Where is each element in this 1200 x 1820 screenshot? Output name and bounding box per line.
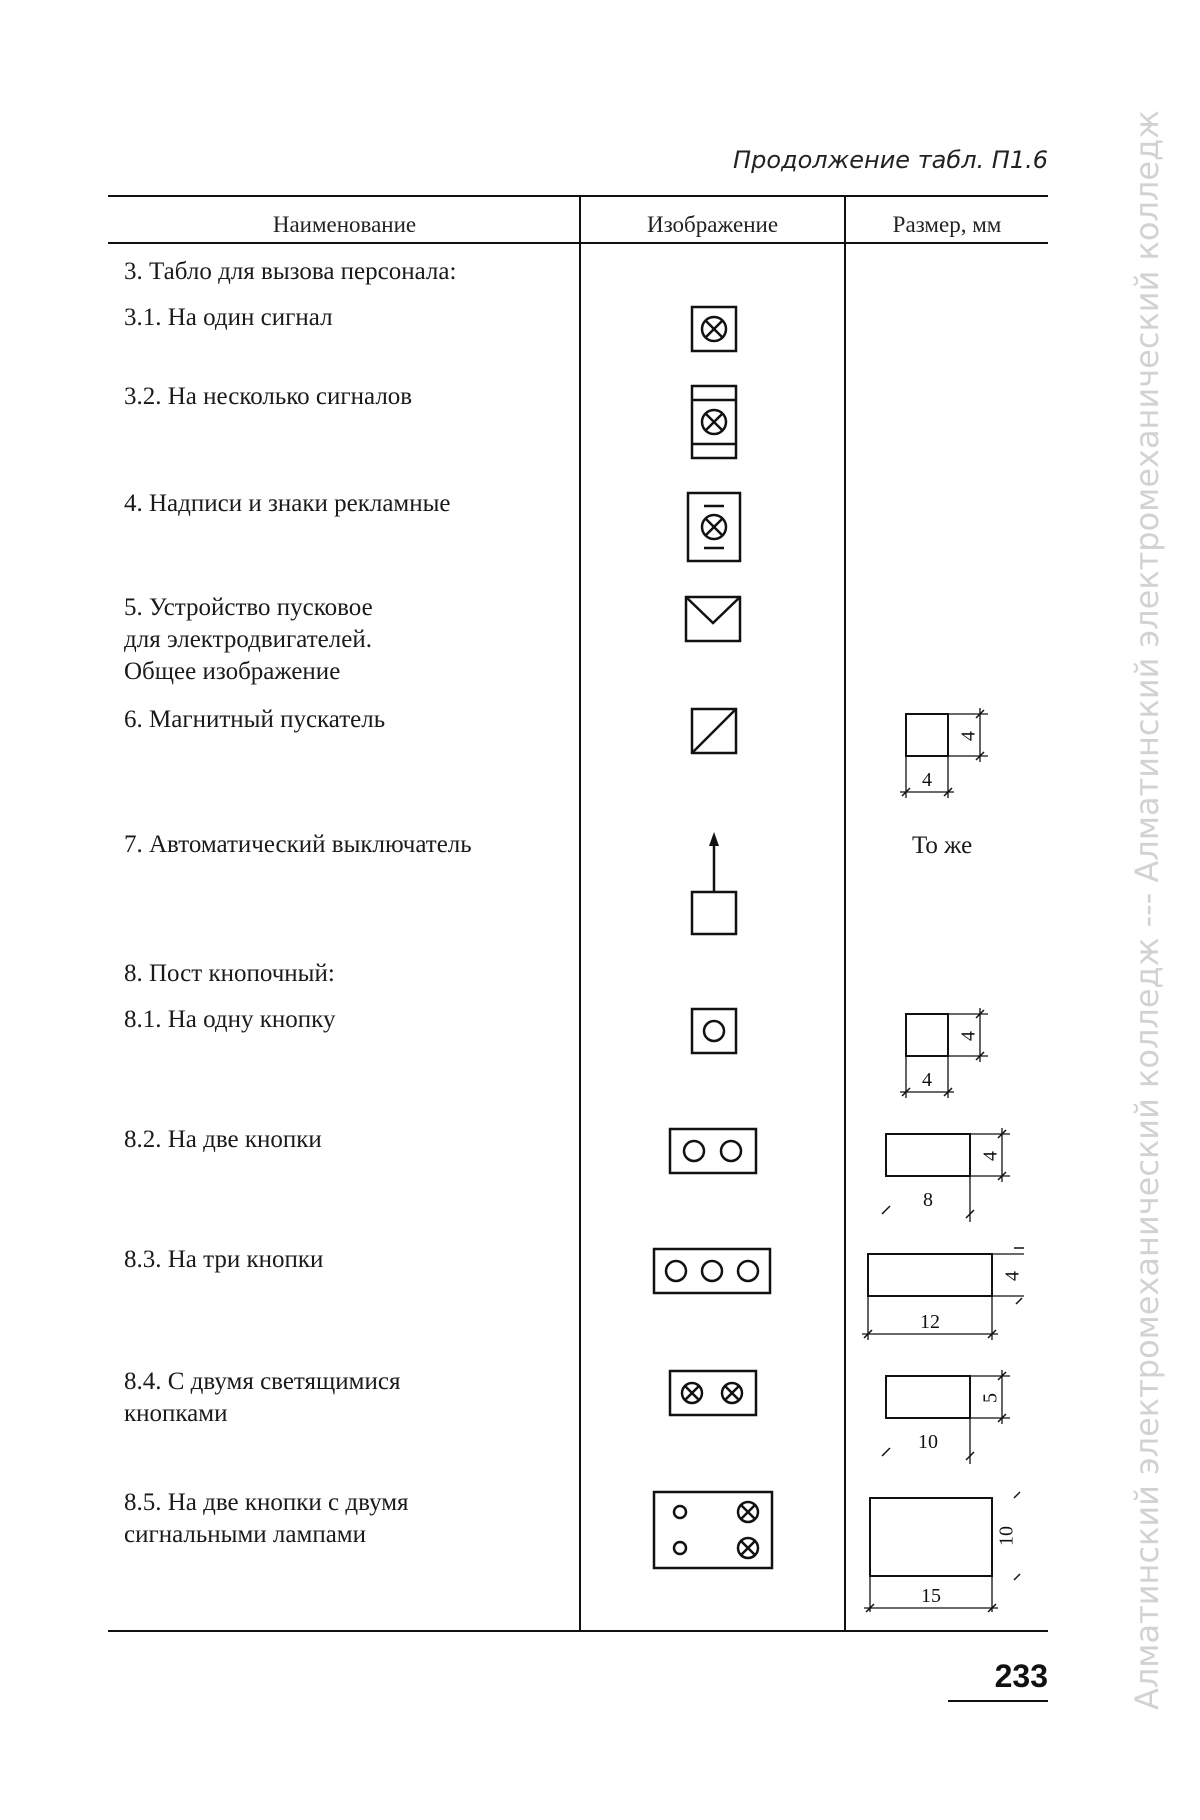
row-label-8-4-line-2: кнопками bbox=[124, 1400, 228, 1427]
table-top-rule bbox=[108, 195, 1048, 197]
dim-width-label: 4 bbox=[922, 769, 932, 791]
row-label-8-5 bbox=[124, 1487, 409, 1551]
row-label-8-2: 8.2. На две кнопки bbox=[124, 1126, 322, 1153]
row-label-8-4 bbox=[124, 1366, 400, 1430]
row-label-8: 8. Пост кнопочный: bbox=[124, 960, 335, 987]
arrow-box-icon bbox=[690, 832, 740, 936]
row-label-8-5-line-2: сигнальными лампами bbox=[124, 1521, 366, 1548]
header-bottom-rule bbox=[108, 242, 1048, 244]
size-drawing-magnetic-starter bbox=[896, 706, 1006, 808]
column-header-name: Наименование bbox=[272, 212, 417, 237]
row-label-7: 7. Автоматический выключатель bbox=[124, 831, 472, 858]
column-divider-1 bbox=[579, 195, 581, 1631]
size-drawing-two-buttons bbox=[876, 1126, 1026, 1230]
row-label-8-3: 8.3. На три кнопки bbox=[124, 1246, 324, 1273]
row-label-5-line-3: Общее изображение bbox=[124, 658, 341, 685]
row-label-5-line-1: 5. Устройство пусковое bbox=[124, 594, 373, 621]
row-label-3-2: 3.2. На несколько сигналов bbox=[124, 383, 413, 410]
one-button-box-icon bbox=[690, 1007, 740, 1055]
circle-x-box-icon bbox=[690, 305, 740, 355]
two-lit-button-box-icon bbox=[668, 1369, 760, 1419]
dim-width-label: 12 bbox=[920, 1311, 940, 1333]
dim-height-label: 5 bbox=[979, 1393, 1002, 1403]
size-drawing-one-button bbox=[896, 1006, 1006, 1108]
envelope-box-icon bbox=[684, 595, 744, 645]
row-label-8-1: 8.1. На одну кнопку bbox=[124, 1006, 336, 1033]
dim-width-label: 10 bbox=[918, 1431, 938, 1453]
three-button-box-icon bbox=[652, 1247, 774, 1297]
circle-x-banded-box-icon bbox=[690, 384, 740, 462]
column-header-image: Изображение bbox=[646, 212, 779, 237]
column-header-size: Размер, мм bbox=[892, 212, 1002, 237]
buttons-lamps-box-icon bbox=[652, 1490, 776, 1572]
dim-height-label: 4 bbox=[1001, 1271, 1024, 1281]
page-number-underline bbox=[948, 1700, 1048, 1702]
dim-height-label: 4 bbox=[957, 1031, 980, 1041]
row-label-8-4-line-1: 8.4. С двумя светящимися bbox=[124, 1368, 401, 1395]
table-bottom-rule bbox=[108, 1630, 1048, 1632]
row-label-3-1: 3.1. На один сигнал bbox=[124, 304, 333, 331]
row-label-6: 6. Магнитный пускатель bbox=[124, 706, 386, 733]
dim-width-label: 8 bbox=[923, 1189, 933, 1211]
circle-x-lined-box-icon bbox=[686, 491, 744, 565]
dim-height-label: 10 bbox=[995, 1526, 1018, 1546]
dim-height-label: 4 bbox=[979, 1151, 1002, 1161]
watermark-text: Алматинский электромеханический колледж --- Алматинский электромеханический колледж bbox=[1128, 109, 1166, 1711]
size-drawing-three-buttons bbox=[858, 1246, 1030, 1350]
size-drawing-two-lit-buttons bbox=[876, 1368, 1026, 1472]
diagonal-box-icon bbox=[690, 707, 740, 757]
dim-height-label: 4 bbox=[957, 731, 980, 741]
row-label-4: 4. Надписи и знаки рекламные bbox=[124, 490, 451, 517]
row-label-3: 3. Табло для вызова персонала: bbox=[124, 258, 457, 285]
two-button-box-icon bbox=[668, 1127, 760, 1177]
column-divider-2 bbox=[844, 195, 846, 1631]
page-number: 233 bbox=[994, 1658, 1048, 1694]
row-label-5 bbox=[124, 592, 373, 688]
size-drawing-buttons-lamps bbox=[858, 1488, 1030, 1618]
table-continuation-caption: Продолжение табл. П1.6 bbox=[733, 146, 1048, 174]
dim-width-label: 4 bbox=[922, 1069, 932, 1091]
dim-width-label: 15 bbox=[921, 1585, 941, 1607]
size-same-note: То же bbox=[912, 832, 973, 859]
row-label-5-line-2: для электродвигателей. bbox=[124, 626, 372, 653]
row-label-8-5-line-1: 8.5. На две кнопки с двумя bbox=[124, 1489, 409, 1516]
